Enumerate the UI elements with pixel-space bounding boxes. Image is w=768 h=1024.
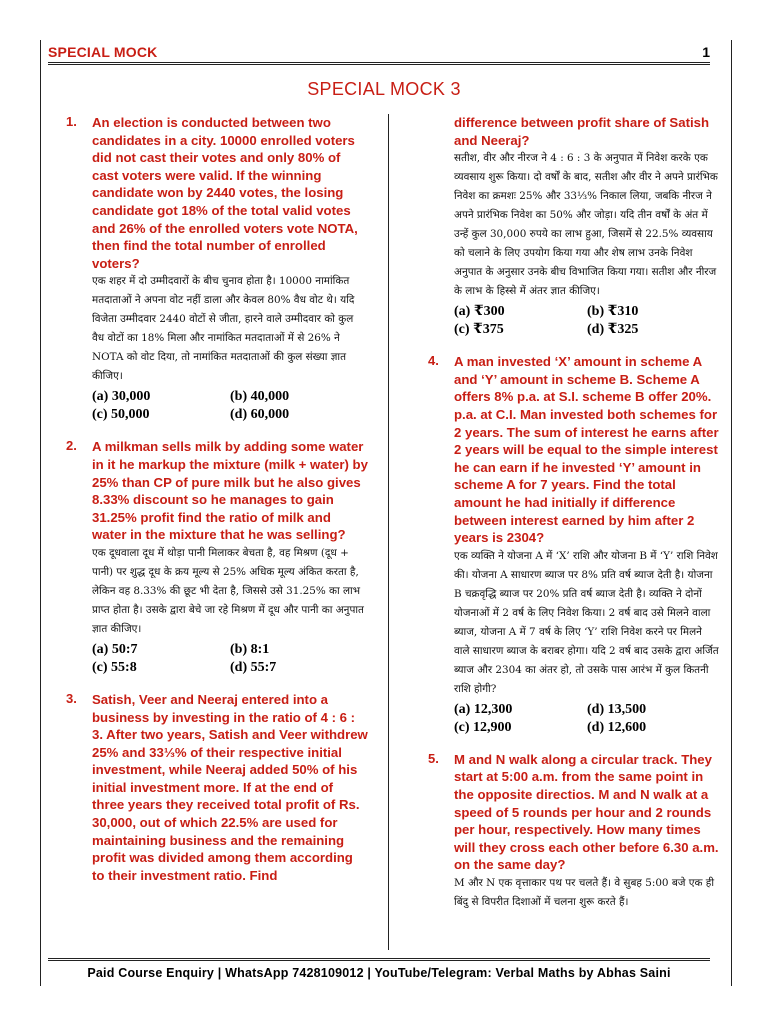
options: [92, 641, 368, 677]
options: [454, 303, 720, 339]
page-title: SPECIAL MOCK 3: [307, 79, 461, 99]
right-column: [428, 114, 720, 912]
option-d: (d) 55:7: [230, 659, 277, 675]
option-a: (a) 12,300: [454, 701, 513, 717]
page-number: 1: [702, 44, 710, 60]
question-5: [428, 751, 720, 912]
column-divider: [388, 114, 389, 950]
option-b: (b) 40,000: [230, 389, 290, 405]
question-4: [428, 353, 720, 737]
option-a: (a) 50:7: [92, 641, 138, 657]
footer-rule: [48, 958, 710, 961]
header-rule: [48, 62, 710, 65]
question-3-continued: [428, 114, 720, 339]
option-a: (a) 30,000: [92, 389, 151, 405]
option-a: (a) ₹300: [454, 304, 505, 320]
question-text: Satish, Veer and Neeraj entered into a business by investing in the ratio of 4 : 6 : 3. After two years, Satish and Veer withdrew 25% and 33⅓% of their respective initial investment, while Neeraj added 50% of his initial investment more. If at the end of three years they received total profit of Rs. 30,000, out of which 22.5% are used for maintaining business and the remaining profit was divided among them according to their investment ratio. Find: [92, 691, 368, 883]
question-text: An election is conducted between two candidates in a city. 10000 enrolled voters did not cast their votes and only 80% of cast voters were valid. If the winning candidate won by 2440 votes, the losing candidate got 18% of the total valid votes and 26% of the enrolled voters vote NOTA, then find the total number of enrolled voters?: [92, 115, 358, 271]
question-text: A man invested ‘X’ amount in scheme A and ‘Y’ amount in scheme B. Scheme A offers 8% p.a. at S.I. scheme B offer 20%. p.a. at C.I. Man invested both schemes for 2 years. The sum of interest he earns after 2 years will be equal to the simple interest he can earn if he invested ‘Y’ amount in scheme A for 7 years. Find the total amount he had initially if difference between interest earned by him after 2 years is 2304?: [454, 354, 719, 546]
option-d: (d) ₹325: [587, 322, 639, 338]
header-title: SPECIAL MOCK: [48, 44, 158, 60]
option-c: (c) ₹375: [454, 322, 504, 338]
option-d: (d) 12,600: [587, 719, 647, 735]
question-number: 5.: [428, 750, 439, 766]
question-number: 3.: [66, 690, 77, 706]
question-text: A milkman sells milk by adding some water in it he markup the mixture (milk + water) by 25% than CP of pure milk but he also gives 8.33% discount so he manages to gain 31.25% profit find the ratio of milk and water in the mixture that he was selling?: [92, 439, 368, 543]
question-text-continued: difference between profit share of Satish and Neeraj?: [454, 115, 710, 148]
question-text-hindi: एक दूधवाला दूध में थोड़ा पानी मिलाकर बेचता है, वह मिश्रण (दूध + पानी) पर शुद्ध दूध के क्रय मूल्य से 25% अधिक मूल्य अंकित करता है, लेकिन वह 8.33% की छूट भी देता है, जिससे उसे 31.25% का लाभ प्राप्त होता है। उसके द्वारा बेचे जा रहे मिश्रण में दूध और पानी का अनुपात ज्ञात कीजिए।: [92, 546, 364, 635]
options: [454, 701, 720, 737]
option-b: (b) 8:1: [230, 641, 270, 657]
option-d: (d) 13,500: [587, 701, 647, 717]
option-c: (c) 12,900: [454, 719, 512, 735]
question-text-hindi: सतीश, वीर और नीरज ने 4 : 6 : 3 के अनुपात में निवेश करके एक व्यवसाय शुरू किया। दो वर्षों के बाद, सतीश और वीर ने अपने प्रारंभिक निवेश का क्रमशः 25% और 33⅓% निकाल लिया, जबकि नीरज ने अपने प्रारंभिक निवेश का 50% और जोड़ा। यदि तीन वर्षों के अंत में उन्हें कुल 30,000 रुपये का लाभ हुआ, जिसमें से 22.5% व्यवसाय को चलाने के लिए उपयोग किया गया और शेष लाभ उनके निवेश अनुपात के अनुसार उनके बीच विभाजित किया गया। सतीश और नीरज के लाभ के हिस्से में अंतर ज्ञात कीजिए।: [454, 152, 718, 298]
option-d: (d) 60,000: [230, 407, 290, 423]
left-column: [66, 114, 368, 884]
options: [92, 388, 368, 424]
page-header: [48, 44, 710, 64]
question-number: 4.: [428, 353, 439, 369]
question-2: [66, 438, 368, 677]
page-footer: Paid Course Enquiry | WhatsApp 7428109012 | YouTube/Telegram: Verbal Maths by Abhas Saini: [87, 966, 671, 980]
option-c: (c) 50,000: [92, 407, 150, 423]
question-text-hindi: एक व्यक्ति ने योजना A में ‘X’ राशि और योजना B में ‘Y’ राशि निवेश की। योजना A साधारण ब्याज पर 8% प्रति वर्ष ब्याज देती है। योजना B चक्रवृद्धि ब्याज पर 20% प्रति वर्ष ब्याज देती है। व्यक्ति ने दोनों योजनाओं में 2 वर्ष के लिए निवेश किया। 2 वर्ष बाद उसे मिलने वाला ब्याज, योजना A में 7 वर्ष के लिए ‘Y’ राशि निवेश करने पर मिलने वाले साधारण ब्याज के बराबर होगा। यदि 2 वर्ष बाद उसके द्वारा अर्जित ब्याज और 2304 का अंतर हो, तो उसके पास आरंभ में कुल कितनी राशि होगी?: [454, 549, 719, 695]
option-c: (c) 55:8: [92, 659, 137, 675]
question-1: [66, 114, 368, 424]
question-number: 2.: [66, 438, 77, 454]
option-b: (b) ₹310: [587, 304, 639, 320]
question-number: 1.: [66, 114, 77, 129]
question-text-hindi: M और N एक वृत्ताकार पथ पर चलते हैं। वे सुबह 5:00 बजे एक ही बिंदु से विपरीत दिशाओं में चलना शुरू करते हैं।: [454, 876, 715, 908]
question-text-hindi: एक शहर में दो उम्मीदवारों के बीच चुनाव होता है। 10000 नामांकित मतदाताओं ने अपना वोट नहीं डाला और केवल 80% वैध वोट थे। यदि विजेता उम्मीदवार 2440 वोटों से जीता, हारने वाले उम्मीदवार को कुल वैध वोटों का 18% मिला और नामांकित मतदाताओं में से 26% ने NOTA को वोट दिया, तो नामांकित मतदाताओं की कुल संख्या ज्ञात कीजिए।: [92, 275, 355, 383]
question-text: M and N walk along a circular track. They start at 5:00 a.m. from the same point in the opposite directios. M and N walk at a speed of 5 rounds per hour and 2 rounds per hour, respectively. How many times will they cross each other before 6.30 a.m. on the same day?: [454, 751, 719, 873]
question-3: [66, 691, 368, 885]
